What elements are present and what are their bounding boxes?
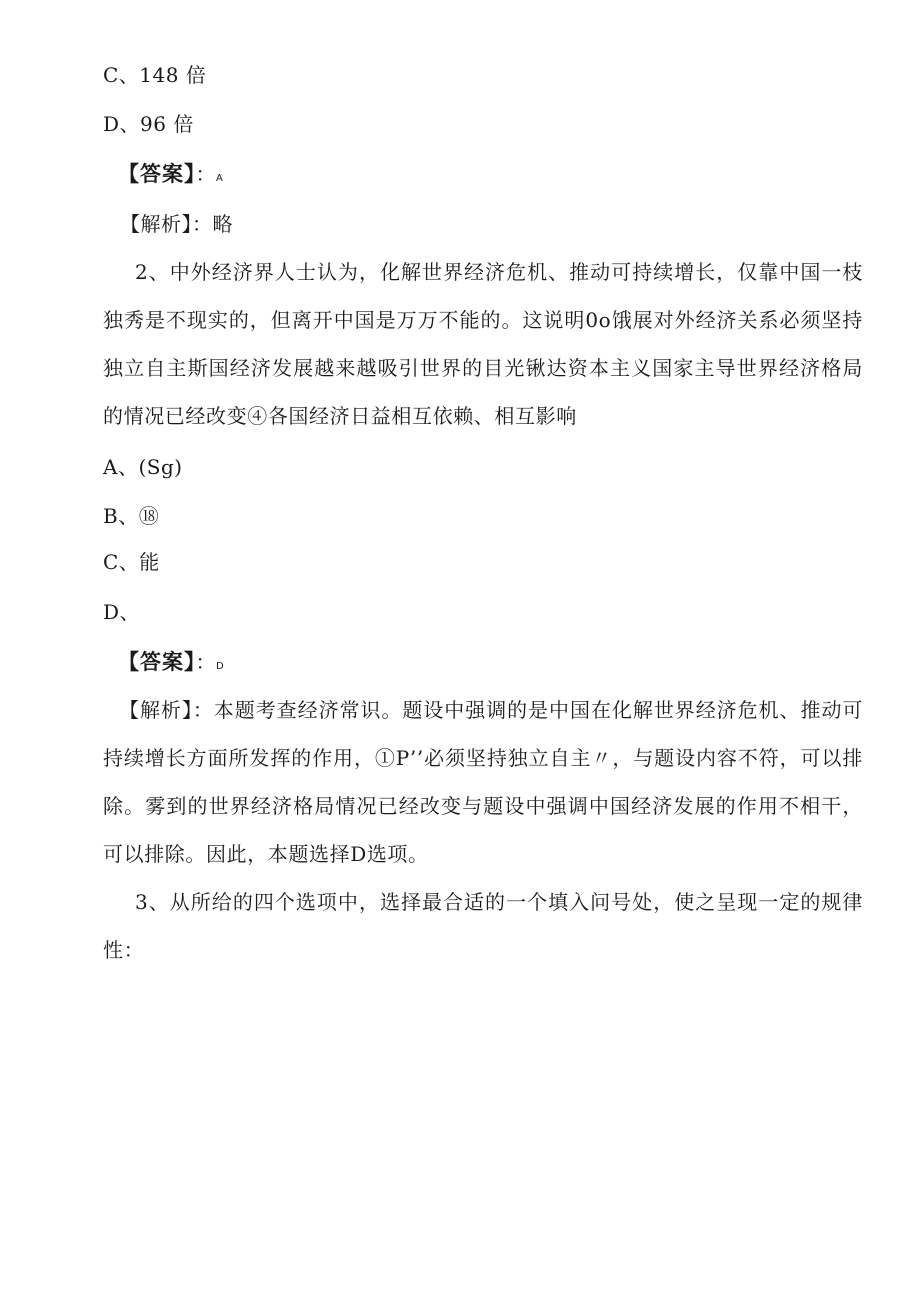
q2-option-d: D、 bbox=[103, 600, 141, 624]
q3-stem: 3、从所给的四个选项中，选择最合适的一个填入问号处，使之呈现一定的规律性： bbox=[103, 890, 863, 962]
q1-answer-value: A bbox=[216, 173, 224, 184]
q1-answer-label: 【答案】 bbox=[118, 162, 196, 186]
q2-option-c: C、能 bbox=[103, 550, 160, 574]
q1-analysis-text: 略 bbox=[212, 212, 233, 236]
q2-answer-row bbox=[118, 650, 224, 679]
q2-analysis-text: 本题考查经济常识。题设中强调的是中国在化解世界经济危机、推动可持续增长方面所发挥的作用，①P’’必须坚持独立自主〃，与题设内容不符，可以排除。雾到的世界经济格局情况已经改变与题设中强调中国经济发展的作用不相干，可以排除。因此，本题选择D选项。 bbox=[103, 698, 864, 866]
q2-answer-sep: ： bbox=[195, 650, 216, 674]
q2-option-b: B、⑱ bbox=[103, 504, 160, 528]
q1-answer-sep: ： bbox=[195, 162, 216, 186]
q2-answer-value: D bbox=[216, 661, 225, 672]
q2-answer-label: 【答案】 bbox=[118, 650, 196, 674]
q2-analysis-label: 【解析】 bbox=[119, 698, 193, 722]
q1-analysis-sep: ： bbox=[192, 212, 213, 236]
q1-option-d: D、96 倍 bbox=[103, 112, 194, 136]
q2-stem: 2、中外经济界人士认为，化解世界经济危机、推动可持续增长，仅靠中国一枝独秀是不现实的，但离开中国是万万不能的。这说明0o饿展对外经济关系必须坚持独立自主斯国经济发展越来越吸引世界的目光锹达资本主义国家主导世界经济格局的情况已经改变④各国经济日益相互依赖、相互影响 bbox=[103, 260, 863, 428]
q2-option-a: A、(Sg) bbox=[103, 455, 183, 479]
q2-analysis-sep: ： bbox=[192, 698, 214, 722]
q1-analysis-label: 【解析】 bbox=[120, 212, 192, 236]
q1-answer-row bbox=[118, 162, 223, 191]
q1-analysis-row bbox=[120, 212, 233, 236]
q1-option-c: C、148 倍 bbox=[103, 63, 207, 87]
q2-analysis bbox=[103, 686, 863, 878]
